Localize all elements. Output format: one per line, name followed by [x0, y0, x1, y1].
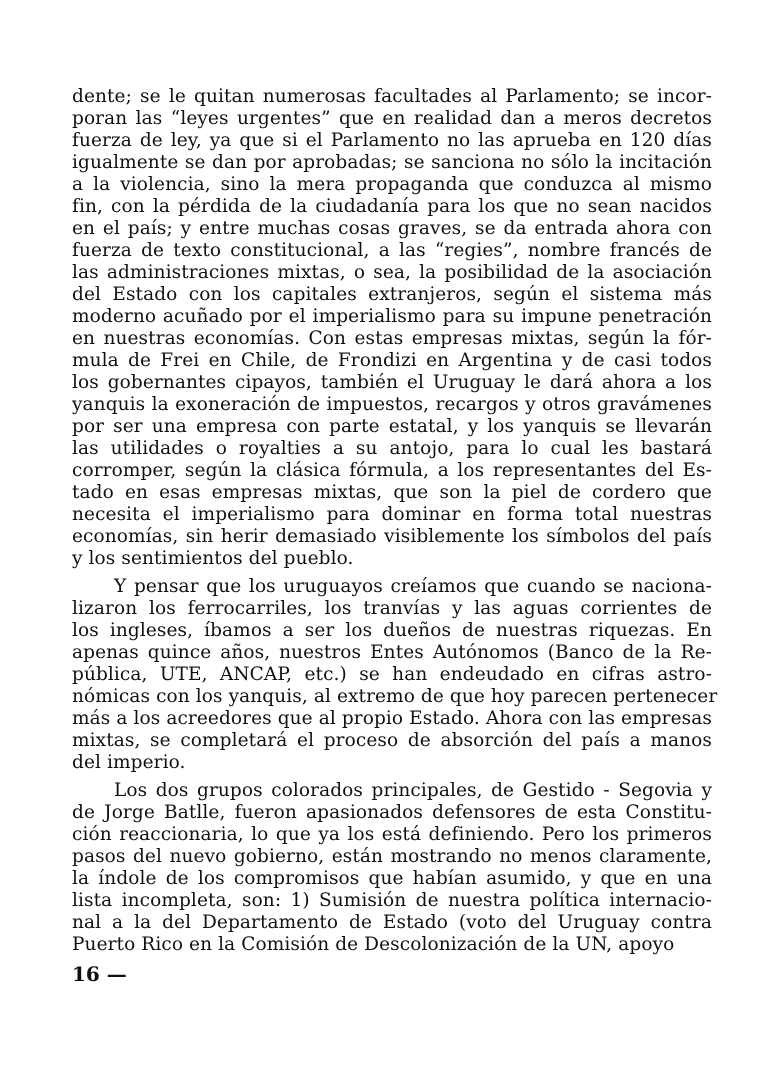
text-line: por ser una empresa con parte estatal, y los yanquis se llevarán	[72, 416, 712, 437]
text-line: nal a la del Departamento de Estado (voto del Uruguay contra	[72, 912, 712, 933]
text-line: dente; se le quitan numerosas facultades al Parlamento; se incor-	[72, 86, 712, 107]
text-line: yanquis la exoneración de impuestos, recargos y otros gravámenes	[72, 394, 712, 415]
text-line: poran las “leyes urgentes” que en realidad dan a meros decretos	[72, 108, 712, 129]
text-line: las utilidades o royalties a su antojo, para lo cual les bastará	[72, 438, 712, 459]
text-line: la índole de los compromisos que habían asumido, y que en una	[72, 868, 712, 889]
text-line: fuerza de ley, ya que si el Parlamento no las aprueba en 120 días	[72, 130, 712, 151]
text-line: Y pensar que los uruguayos creíamos que cuando se naciona-	[114, 576, 712, 597]
text-line: moderno acuñado por el imperialismo para su impune penetración	[72, 306, 712, 327]
text-line: lizaron los ferrocarriles, los tranvías y las aguas corrientes de	[72, 598, 712, 619]
text-line: más a los acreedores que al propio Estado. Ahora con las empresas	[72, 708, 712, 729]
text-line: apenas quince años, nuestros Entes Autónomos (Banco de la Re-	[72, 642, 712, 663]
text-line: y los sentimientos del pueblo.	[72, 548, 354, 569]
paragraph-2	[72, 576, 718, 774]
text-line: los gobernantes cipayos, también el Uruguay le dará ahora a los	[72, 372, 712, 393]
text-line: las administraciones mixtas, o sea, la posibilidad de la asociación	[72, 262, 712, 283]
text-line: lista incompleta, son: 1) Sumisión de nuestra política internacio-	[72, 890, 712, 911]
paragraph-3	[72, 780, 712, 956]
text-line: de Jorge Batlle, fueron apasionados defensores de esta Constitu-	[72, 802, 712, 823]
paragraph-1	[72, 86, 712, 570]
text-line: Los dos grupos colorados principales, de Gestido - Segovia y	[114, 780, 712, 801]
text-line: fuerza de texto constitucional, a las “regies”, nombre francés de	[72, 240, 712, 261]
text-line: en el país; y entre muchas cosas graves, se da entrada ahora con	[72, 218, 712, 239]
text-line: a la violencia, sino la mera propaganda que conduzca al mismo	[72, 174, 712, 195]
text-line: fin, con la pérdida de la ciudadanía para los que no sean nacidos	[72, 196, 712, 217]
text-line: necesita el imperialismo para dominar en forma total nuestras	[72, 504, 712, 525]
text-line: los ingleses, íbamos a ser los dueños de nuestras riquezas. En	[72, 620, 712, 641]
text-line: mixtas, se completará el proceso de absorción del país a manos	[72, 730, 712, 751]
page-body	[72, 86, 718, 956]
text-line: nómicas con los yanquis, al extremo de que hoy parecen pertenecer	[72, 686, 718, 707]
text-line: mula de Frei en Chile, de Frondizi en Argentina y de casi todos	[72, 350, 712, 371]
text-line: economías, sin herir demasiado visiblemente los símbolos del país	[72, 526, 712, 547]
text-line: tado en esas empresas mixtas, que son la piel de cordero que	[72, 482, 712, 503]
text-line: Puerto Rico en la Comisión de Descolonización de la UN, apoyo	[72, 934, 675, 955]
text-line: corromper, según la clásica fórmula, a los representantes del Es-	[72, 460, 712, 481]
text-line: pasos del nuevo gobierno, están mostrando no menos claramente,	[72, 846, 712, 867]
text-line: del Estado con los capitales extranjeros, según el sistema más	[72, 284, 712, 305]
text-line: igualmente se dan por aprobadas; se sanciona no sólo la incitación	[72, 152, 712, 173]
text-line: del imperio.	[72, 752, 186, 773]
page-number: 16 —	[72, 962, 127, 986]
text-line: ción reaccionaria, lo que ya los está definiendo. Pero los primeros	[72, 824, 712, 845]
text-line: pública, UTE, ANCAP, etc.) se han endeudado en cifras astro-	[72, 664, 712, 685]
text-line: en nuestras economías. Con estas empresas mixtas, según la fór-	[72, 328, 712, 349]
